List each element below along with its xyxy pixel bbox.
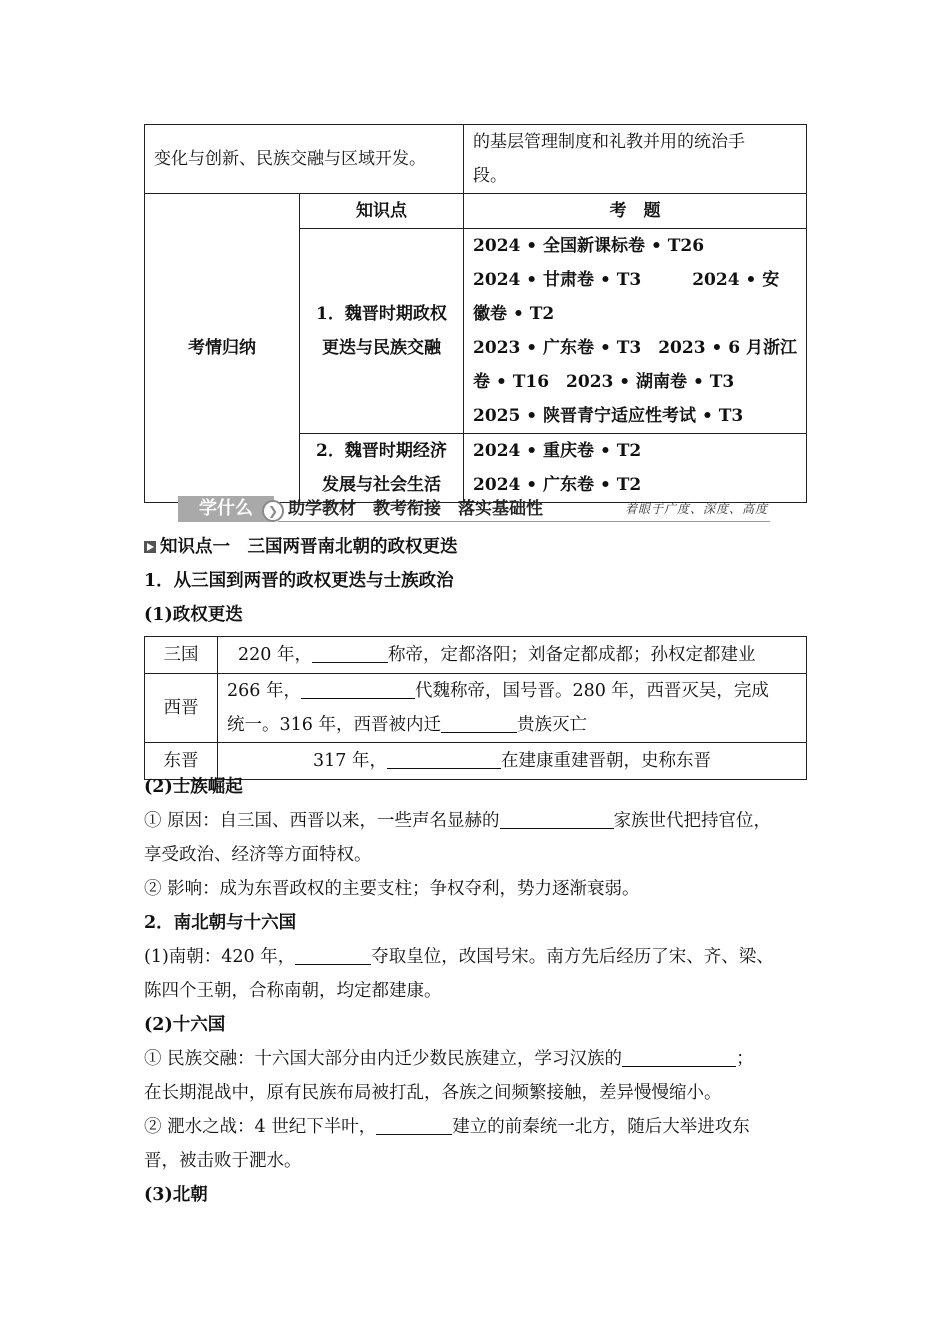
paragraph-south-cont: 陈四个王朝，合称南朝，均定都建康。 <box>144 981 442 1001</box>
paragraph-feishui <box>144 1110 750 1144</box>
paragraph-fusion-cont: 在长期混战中，原有民族布局被打乱，各族之间频繁接触，差异慢慢缩小。 <box>144 1083 722 1103</box>
para-text: ② 淝水之战：4 世纪下半叶， <box>144 1117 377 1137</box>
fill-blank[interactable] <box>387 748 501 769</box>
exam-cell-1 <box>464 229 807 434</box>
exam-cell-2 <box>464 434 807 503</box>
strategy-cell <box>464 125 807 194</box>
fill-blank[interactable] <box>295 944 371 965</box>
knowledge-line: 发展与社会生活 <box>321 475 441 495</box>
regime-desc <box>218 674 807 743</box>
para-text: 夺取皇位，改国号宋。南方先后经历了宋、齐、梁、 <box>371 947 774 967</box>
table-row <box>145 674 807 743</box>
heading-2: 2．南北朝与十六国 <box>144 913 297 933</box>
paragraph-fusion <box>144 1042 754 1076</box>
knowledge-cell-1 <box>299 229 463 434</box>
regime-name: 东晋 <box>145 743 218 780</box>
standards-text: 变化与创新、民族交融与区域开发。 <box>154 149 426 169</box>
exam-line: 2024 • 重庆卷 • T2 <box>473 441 642 461</box>
learn-banner <box>178 496 770 522</box>
subheading-regime: (1)政权更迭 <box>144 605 243 625</box>
knowledge-line: 更迭与民族交融 <box>321 338 441 358</box>
banner-subtitle: 着眼于广度、深度、高度 <box>624 502 768 516</box>
paragraph-effect: ② 影响：成为东晋政权的主要支柱；争权夺利，势力逐渐衰弱。 <box>144 879 640 899</box>
section-label-cell <box>145 194 300 503</box>
exam-line: 卷 • T16 2023 • 湖南卷 • T3 <box>473 372 735 392</box>
regime-desc <box>218 637 807 674</box>
para-text: ； <box>736 1049 754 1069</box>
regime-name: 三国 <box>145 637 218 674</box>
desc-text: 贵族灭亡 <box>516 715 587 735</box>
knowledge-line: 2．魏晋时期经济 <box>316 441 447 461</box>
desc-text: 220 年， <box>238 645 312 665</box>
fill-blank[interactable] <box>622 1046 736 1067</box>
para-text: (1)南朝：420 年， <box>144 947 296 967</box>
subheading-sixteen: (2)十六国 <box>144 1015 226 1035</box>
desc-text: 在建康重建晋朝，史称东晋 <box>500 751 711 771</box>
fill-blank[interactable] <box>301 678 415 699</box>
fill-blank[interactable] <box>376 1114 452 1135</box>
knowledge-header <box>299 194 463 229</box>
exam-line: 2025 • 陕晋青宁适应性考试 • T3 <box>473 406 744 426</box>
regime-table <box>144 636 807 780</box>
para-text: ① 民族交融：十六国大部分由内迁少数民族建立，学习汉族的 <box>144 1049 623 1069</box>
strategy-line: 的基层管理制度和礼教并用的统治手 <box>473 132 746 152</box>
desc-text: 称帝，定都洛阳；刘备定都成都；孙权定都建业 <box>387 645 756 665</box>
fill-blank[interactable] <box>312 642 388 663</box>
strategy-line: 段。 <box>473 166 508 186</box>
exam-line: 徽卷 • T2 <box>473 304 555 324</box>
banner-tag: 学什么 <box>178 496 274 522</box>
exam-header-text: 考 题 <box>609 201 661 221</box>
desc-text: 266 年， <box>227 681 301 701</box>
paragraph-reason <box>144 804 771 838</box>
regime-desc <box>218 743 807 780</box>
exam-header <box>464 194 807 229</box>
banner-slogan: 助学教材 教考衔接 落实基础性 <box>288 499 543 519</box>
table-row <box>145 743 807 780</box>
exam-overview-table <box>144 124 807 503</box>
chevron-right-icon: ❯ <box>262 500 284 522</box>
exam-line: 2024 • 广东卷 • T2 <box>473 475 642 495</box>
desc-text: 代魏称帝，国号晋。280 年，西晋灭吴，完成 <box>414 681 769 701</box>
para-text: 建立的前秦统一北方，随后大举进攻东 <box>452 1117 750 1137</box>
table-row <box>145 637 807 674</box>
exam-line: 2024 • 甘肃卷 • T3 2024 • 安 <box>473 270 780 290</box>
knowledge-cell-2 <box>299 434 463 503</box>
heading-1: 1．从三国到两晋的政权更迭与士族政治 <box>144 571 454 591</box>
fill-blank[interactable] <box>500 808 614 829</box>
standards-cell <box>145 125 464 194</box>
knowledge-header-text: 知识点 <box>355 201 407 221</box>
fill-blank[interactable] <box>441 712 517 733</box>
knowledge-point-title <box>144 530 458 564</box>
para-text: 家族世代把持官位， <box>613 811 772 831</box>
paragraph-feishui-cont: 晋，被击败于淝水。 <box>144 1151 302 1171</box>
play-icon <box>144 541 156 553</box>
exam-line: 2024 • 全国新课标卷 • T26 <box>473 236 705 256</box>
regime-name: 西晋 <box>145 674 218 743</box>
subheading-north: (3)北朝 <box>144 1185 208 1205</box>
knowledge-point-text: 知识点一 三国两晋南北朝的政权更迭 <box>160 537 458 557</box>
paragraph-south <box>144 940 774 974</box>
para-text: ① 原因：自三国、西晋以来，一些声名显赫的 <box>144 811 500 831</box>
subheading-gentry: (2)士族崛起 <box>144 777 243 797</box>
desc-text: 统一。316 年，西晋被内迁 <box>227 715 441 735</box>
knowledge-line: 1．魏晋时期政权 <box>316 304 447 324</box>
section-label: 考情归纳 <box>187 338 256 358</box>
paragraph-reason-cont: 享受政治、经济等方面特权。 <box>144 845 372 865</box>
exam-line: 2023 • 广东卷 • T3 2023 • 6 月浙江 <box>473 338 797 358</box>
desc-text: 317 年， <box>313 751 387 771</box>
